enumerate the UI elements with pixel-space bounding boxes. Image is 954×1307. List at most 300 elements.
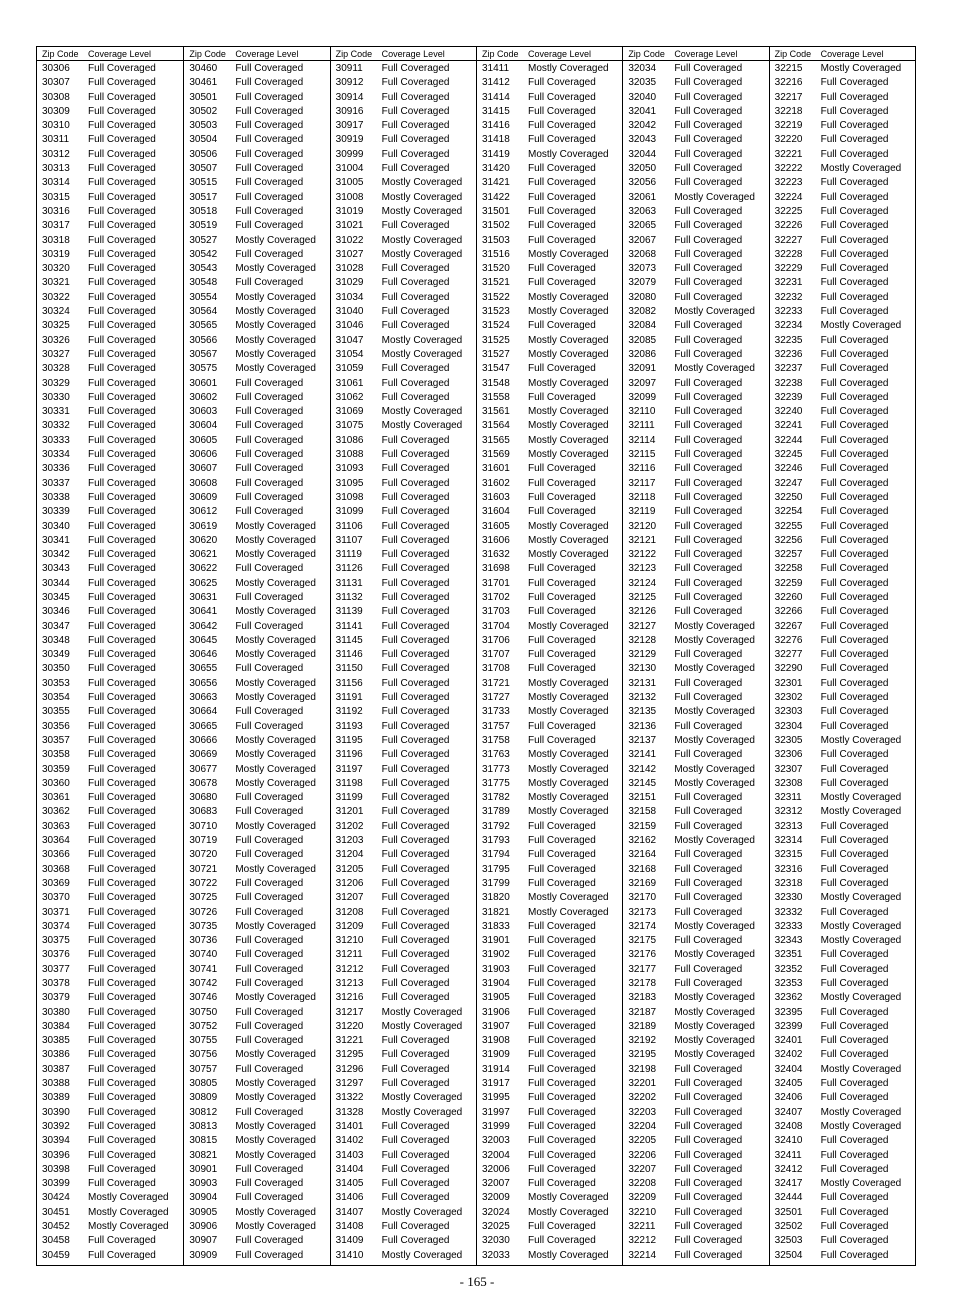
zip-code-cell: 30515: [189, 177, 218, 189]
zip-code-cell: 32009: [481, 1192, 510, 1204]
zip-code-cell: 32405: [774, 1078, 803, 1090]
table-row: [623, 1063, 768, 1077]
zip-code-cell: 30904: [189, 1192, 218, 1204]
coverage-level-cell: Full Coveraged: [88, 677, 156, 689]
table-row: [770, 805, 915, 819]
table-row: [477, 720, 622, 734]
zip-code-cell: 30320: [42, 263, 70, 275]
table-row: [184, 176, 329, 190]
coverage-level-cell: Full Coveraged: [235, 720, 304, 732]
table-row: [770, 677, 915, 691]
coverage-level-cell: Mostly Coveraged: [381, 1092, 463, 1104]
coverage-level-cell: Full Coveraged: [527, 1092, 596, 1104]
table-row: [184, 777, 329, 791]
table-row: [623, 834, 768, 848]
zip-code-cell: 30313: [42, 163, 70, 175]
coverage-level-cell: Mostly Coveraged: [527, 449, 609, 461]
coverage-level-cell: Mostly Coveraged: [527, 348, 609, 360]
zip-code-cell: 31027: [335, 248, 364, 260]
zip-code-cell: 30620: [189, 534, 218, 546]
coverage-level-cell: Full Coveraged: [674, 148, 743, 160]
table-row: [331, 1091, 476, 1105]
zip-code-cell: 31206: [335, 877, 364, 889]
zip-code-cell: 30359: [42, 763, 70, 775]
table-row: [331, 291, 476, 305]
coverage-level-cell: Full Coveraged: [235, 277, 304, 289]
table-row: [184, 577, 329, 591]
zip-code-cell: 32131: [628, 677, 657, 689]
table-row: [770, 176, 915, 190]
table-row: [623, 991, 768, 1005]
table-row: [477, 105, 622, 119]
coverage-level-cell: Full Coveraged: [88, 877, 156, 889]
zip-code-cell: 31792: [481, 820, 510, 832]
zip-code-cell: 30459: [42, 1249, 70, 1261]
coverage-level-cell: Mostly Coveraged: [820, 1106, 902, 1118]
coverage-level-cell: Full Coveraged: [381, 463, 450, 475]
zip-code-cell: 30752: [189, 1020, 218, 1032]
coverage-level-cell: Mostly Coveraged: [674, 1006, 755, 1018]
zip-code-cell: 32065: [628, 220, 657, 232]
coverage-level-cell: Full Coveraged: [235, 205, 304, 217]
coverage-level-cell: Full Coveraged: [820, 777, 889, 789]
zip-code-cell: 30390: [42, 1106, 70, 1118]
zip-code-cell: 30371: [42, 906, 70, 918]
coverage-level-cell: Mostly Coveraged: [820, 892, 902, 904]
coverage-level-cell: Full Coveraged: [381, 835, 450, 847]
zip-code-cell: 30357: [42, 734, 70, 746]
coverage-level-cell: Full Coveraged: [527, 363, 596, 375]
zip-code-cell: 32241: [774, 420, 803, 432]
zip-code-cell: 32216: [774, 77, 803, 89]
zip-code-cell: 31220: [335, 1020, 364, 1032]
coverage-level-cell: Mostly Coveraged: [235, 749, 316, 761]
zip-code-cell: 32084: [628, 320, 657, 332]
table-row: [623, 634, 768, 648]
coverage-level-header: Coverage Level: [674, 49, 738, 59]
table-row: [331, 620, 476, 634]
zip-code-cell: 30917: [335, 120, 364, 132]
coverage-level-cell: Full Coveraged: [674, 591, 743, 603]
table-row: [331, 262, 476, 276]
table-row: [184, 462, 329, 476]
table-row: [623, 562, 768, 576]
table-row: [184, 119, 329, 133]
table-row: [623, 305, 768, 319]
coverage-level-cell: Full Coveraged: [820, 1092, 889, 1104]
zip-code-cell: 30376: [42, 949, 70, 961]
zip-code-cell: 30666: [189, 734, 218, 746]
zip-code-header: Zip Code: [189, 49, 226, 59]
table-row: [623, 620, 768, 634]
coverage-level-cell: Full Coveraged: [527, 205, 596, 217]
table-row: [37, 891, 183, 905]
table-row: [184, 934, 329, 948]
zip-code-cell: 30310: [42, 120, 70, 132]
zip-code-cell: 32132: [628, 692, 657, 704]
coverage-level-cell: Full Coveraged: [381, 949, 450, 961]
table-row: [184, 977, 329, 991]
table-row: [184, 105, 329, 119]
coverage-level-cell: Full Coveraged: [381, 877, 450, 889]
coverage-level-cell: Full Coveraged: [88, 734, 156, 746]
coverage-level-cell: Full Coveraged: [674, 177, 743, 189]
coverage-level-cell: Full Coveraged: [381, 1235, 450, 1247]
table-row: [770, 119, 915, 133]
zip-code-cell: 32159: [628, 820, 657, 832]
table-row: [770, 133, 915, 147]
coverage-level-cell: Full Coveraged: [235, 906, 304, 918]
table-row: [37, 362, 183, 376]
coverage-level-cell: Mostly Coveraged: [527, 806, 609, 818]
coverage-level-cell: Mostly Coveraged: [235, 306, 316, 318]
table-row: [37, 119, 183, 133]
table-row: [37, 1206, 183, 1220]
table-row: [623, 605, 768, 619]
table-row: [184, 620, 329, 634]
table-header: [37, 47, 183, 61]
table-row: [477, 1077, 622, 1091]
coverage-level-cell: Full Coveraged: [235, 1178, 304, 1190]
coverage-level-cell: Full Coveraged: [88, 1149, 156, 1161]
table-panel: [622, 47, 768, 1265]
coverage-level-cell: Full Coveraged: [381, 1049, 450, 1061]
coverage-level-cell: Full Coveraged: [527, 277, 596, 289]
zip-code-cell: 32210: [628, 1206, 657, 1218]
table-row: [623, 963, 768, 977]
zip-code-cell: 31095: [335, 477, 364, 489]
zip-code-cell: 30353: [42, 677, 70, 689]
zip-code-cell: 31099: [335, 506, 364, 518]
zip-code-cell: 32504: [774, 1249, 803, 1261]
coverage-level-cell: Full Coveraged: [820, 449, 889, 461]
table-row: [623, 119, 768, 133]
coverage-level-cell: Mostly Coveraged: [527, 1192, 609, 1204]
coverage-level-cell: Full Coveraged: [88, 520, 156, 532]
table-row: [331, 1177, 476, 1191]
table-row: [37, 105, 183, 119]
coverage-level-cell: Mostly Coveraged: [527, 63, 609, 74]
coverage-level-cell: Full Coveraged: [235, 949, 304, 961]
zip-code-cell: 32406: [774, 1092, 803, 1104]
coverage-level-cell: Full Coveraged: [674, 1221, 743, 1233]
zip-code-cell: 30622: [189, 563, 218, 575]
zip-code-cell: 30348: [42, 634, 70, 646]
coverage-level-cell: Mostly Coveraged: [820, 992, 902, 1004]
table-panel: [769, 47, 915, 1265]
coverage-level-cell: Full Coveraged: [235, 506, 304, 518]
coverage-level-cell: Mostly Coveraged: [820, 163, 902, 175]
table-row: [37, 76, 183, 90]
zip-code-cell: 31703: [481, 606, 510, 618]
coverage-level-cell: Full Coveraged: [88, 892, 156, 904]
table-row: [477, 791, 622, 805]
table-row: [37, 877, 183, 891]
zip-code-cell: 30606: [189, 449, 218, 461]
coverage-level-cell: Full Coveraged: [88, 763, 156, 775]
zip-code-cell: 32217: [774, 91, 803, 103]
zip-code-cell: 30399: [42, 1178, 70, 1190]
zip-code-cell: 32086: [628, 348, 657, 360]
table-row: [184, 334, 329, 348]
coverage-level-cell: Full Coveraged: [235, 1006, 304, 1018]
coverage-level-cell: Mostly Coveraged: [820, 1120, 902, 1132]
table-row: [770, 1077, 915, 1091]
table-row: [770, 620, 915, 634]
coverage-level-cell: Full Coveraged: [88, 820, 156, 832]
coverage-level-cell: Full Coveraged: [674, 577, 743, 589]
table-row: [184, 877, 329, 891]
table-row: [477, 391, 622, 405]
zip-code-cell: 30342: [42, 549, 70, 561]
coverage-level-cell: Full Coveraged: [820, 263, 889, 275]
coverage-level-cell: Full Coveraged: [527, 720, 596, 732]
zip-code-cell: 32333: [774, 920, 803, 932]
coverage-level-cell: Mostly Coveraged: [381, 1006, 463, 1018]
table-row: [331, 234, 476, 248]
coverage-level-cell: Mostly Coveraged: [674, 1020, 755, 1032]
zip-code-cell: 32258: [774, 563, 803, 575]
coverage-level-cell: Full Coveraged: [674, 1078, 743, 1090]
coverage-level-cell: Mostly Coveraged: [88, 1221, 169, 1233]
coverage-level-cell: Full Coveraged: [674, 906, 743, 918]
zip-code-cell: 30308: [42, 91, 70, 103]
zip-code-cell: 31410: [335, 1249, 364, 1261]
zip-code-cell: 32267: [774, 620, 803, 632]
coverage-level-cell: Full Coveraged: [235, 220, 304, 232]
coverage-level-cell: Mostly Coveraged: [527, 406, 609, 418]
zip-code-cell: 32259: [774, 577, 803, 589]
zip-code-cell: 31606: [481, 534, 510, 546]
coverage-level-cell: Full Coveraged: [88, 1049, 156, 1061]
table-row: [770, 505, 915, 519]
zip-code-cell: 32120: [628, 520, 657, 532]
coverage-level-cell: Full Coveraged: [88, 806, 156, 818]
coverage-level-cell: Mostly Coveraged: [235, 1221, 316, 1233]
coverage-level-cell: Mostly Coveraged: [381, 406, 463, 418]
table-row: [331, 591, 476, 605]
table-row: [770, 1106, 915, 1120]
coverage-level-cell: Full Coveraged: [674, 434, 743, 446]
coverage-level-cell: Full Coveraged: [674, 1120, 743, 1132]
zip-code-cell: 30389: [42, 1092, 70, 1104]
table-panel: [330, 47, 476, 1265]
coverage-level-cell: Full Coveraged: [88, 77, 156, 89]
coverage-level-cell: Full Coveraged: [88, 463, 156, 475]
table-row: [37, 920, 183, 934]
table-row: [184, 1206, 329, 1220]
coverage-level-cell: Mostly Coveraged: [235, 992, 316, 1004]
table-row: [331, 791, 476, 805]
coverage-level-cell: Full Coveraged: [820, 363, 889, 375]
coverage-level-cell: Full Coveraged: [820, 434, 889, 446]
zip-code-cell: 32125: [628, 591, 657, 603]
coverage-level-cell: Full Coveraged: [527, 1221, 596, 1233]
zip-code-cell: 31406: [335, 1192, 364, 1204]
table-row: [184, 720, 329, 734]
zip-code-cell: 32137: [628, 734, 657, 746]
zip-code-cell: 30398: [42, 1163, 70, 1175]
zip-code-cell: 30316: [42, 205, 70, 217]
table-row: [477, 234, 622, 248]
table-row: [184, 1034, 329, 1048]
zip-code-cell: 30306: [42, 63, 70, 74]
zip-code-cell: 30999: [335, 148, 364, 160]
zip-code-cell: 31727: [481, 692, 510, 704]
zip-code-cell: 32198: [628, 1063, 657, 1075]
table-row: [37, 677, 183, 691]
coverage-level-cell: Mostly Coveraged: [235, 820, 316, 832]
coverage-level-cell: Full Coveraged: [235, 706, 304, 718]
table-row: [770, 1220, 915, 1234]
zip-code-cell: 30396: [42, 1149, 70, 1161]
coverage-level-cell: Full Coveraged: [820, 649, 889, 661]
zip-code-cell: 31322: [335, 1092, 364, 1104]
zip-code-cell: 30612: [189, 506, 218, 518]
zip-code-cell: 31905: [481, 992, 510, 1004]
table-row: [37, 448, 183, 462]
coverage-level-cell: Full Coveraged: [527, 1106, 596, 1118]
table-row: [184, 1077, 329, 1091]
coverage-level-cell: Full Coveraged: [820, 677, 889, 689]
coverage-level-cell: Full Coveraged: [674, 978, 743, 989]
table-row: [770, 434, 915, 448]
zip-code-cell: 31098: [335, 491, 364, 503]
zip-code-cell: 31062: [335, 391, 364, 403]
coverage-level-cell: Full Coveraged: [88, 777, 156, 789]
coverage-level-cell: Full Coveraged: [674, 935, 743, 947]
table-row: [623, 1163, 768, 1177]
coverage-level-cell: Full Coveraged: [88, 1163, 156, 1175]
coverage-level-cell: Full Coveraged: [674, 506, 743, 518]
table-row: [623, 691, 768, 705]
zip-code-cell: 30564: [189, 306, 218, 318]
coverage-level-cell: Full Coveraged: [88, 1178, 156, 1190]
coverage-level-cell: Full Coveraged: [674, 463, 743, 475]
zip-code-cell: 30565: [189, 320, 218, 332]
coverage-level-cell: Full Coveraged: [235, 77, 304, 89]
coverage-level-cell: Full Coveraged: [381, 1063, 450, 1075]
table-row: [184, 434, 329, 448]
zip-code-cell: 30518: [189, 205, 218, 217]
coverage-level-cell: Full Coveraged: [674, 277, 743, 289]
table-row: [770, 205, 915, 219]
coverage-level-cell: Mostly Coveraged: [527, 1249, 609, 1261]
table-row: [37, 1163, 183, 1177]
coverage-level-cell: Full Coveraged: [674, 520, 743, 532]
coverage-level-cell: Full Coveraged: [820, 420, 889, 432]
zip-code-cell: 31021: [335, 220, 364, 232]
coverage-level-cell: Full Coveraged: [88, 1063, 156, 1075]
coverage-level-cell: Full Coveraged: [88, 863, 156, 875]
coverage-level-cell: Full Coveraged: [820, 849, 889, 861]
coverage-level-cell: Full Coveraged: [527, 191, 596, 203]
table-row: [37, 262, 183, 276]
zip-code-cell: 32158: [628, 806, 657, 818]
table-row: [770, 1249, 915, 1263]
table-row: [770, 1063, 915, 1077]
coverage-level-cell: Full Coveraged: [381, 1192, 450, 1204]
zip-code-cell: 31527: [481, 348, 510, 360]
table-row: [37, 148, 183, 162]
table-row: [184, 1120, 329, 1134]
coverage-level-cell: Full Coveraged: [235, 663, 304, 675]
zip-code-cell: 32411: [774, 1149, 802, 1161]
table-row: [37, 634, 183, 648]
coverage-level-cell: Full Coveraged: [527, 1178, 596, 1190]
coverage-level-cell: Full Coveraged: [88, 191, 156, 203]
table-panel: [37, 47, 183, 1265]
table-row: [477, 1006, 622, 1020]
table-row: [477, 520, 622, 534]
zip-code-cell: 32302: [774, 692, 803, 704]
coverage-level-cell: Full Coveraged: [674, 234, 743, 246]
table-row: [623, 977, 768, 991]
table-row: [770, 520, 915, 534]
coverage-level-cell: Mostly Coveraged: [527, 549, 609, 561]
zip-code-cell: 31794: [481, 849, 510, 861]
zip-code-cell: 32212: [628, 1235, 657, 1247]
zip-code-cell: 32205: [628, 1135, 657, 1147]
coverage-level-cell: Full Coveraged: [674, 963, 743, 975]
zip-code-cell: 31295: [335, 1049, 364, 1061]
zip-code-cell: 31119: [335, 549, 362, 561]
zip-code-cell: 32007: [481, 1178, 510, 1190]
zip-code-cell: 31191: [335, 692, 363, 704]
zip-code-cell: 30669: [189, 749, 218, 761]
coverage-level-cell: Mostly Coveraged: [381, 234, 463, 246]
coverage-level-cell: Full Coveraged: [235, 406, 304, 418]
zip-code-cell: 30631: [189, 591, 218, 603]
coverage-level-cell: Full Coveraged: [381, 763, 450, 775]
zip-code-cell: 32311: [774, 792, 802, 804]
zip-code-cell: 30813: [189, 1120, 218, 1132]
zip-code-cell: 31150: [335, 663, 363, 675]
table-row: [623, 76, 768, 90]
table-row: [331, 662, 476, 676]
table-row: [331, 434, 476, 448]
table-row: [331, 805, 476, 819]
zip-code-cell: 30680: [189, 792, 218, 804]
zip-code-cell: 30601: [189, 377, 218, 389]
zip-code-cell: 32110: [628, 406, 656, 418]
table-row: [331, 219, 476, 233]
coverage-level-cell: Mostly Coveraged: [527, 334, 609, 346]
coverage-level-cell: Full Coveraged: [235, 1192, 304, 1204]
zip-code-cell: 32318: [774, 877, 803, 889]
coverage-level-cell: Full Coveraged: [88, 1249, 156, 1261]
coverage-level-cell: Full Coveraged: [527, 105, 596, 117]
zip-code-cell: 32030: [481, 1235, 510, 1247]
coverage-level-cell: Full Coveraged: [88, 1092, 156, 1104]
table-row: [477, 991, 622, 1005]
coverage-level-cell: Mostly Coveraged: [674, 306, 755, 318]
zip-code-cell: 32124: [628, 577, 657, 589]
table-row: [770, 1006, 915, 1020]
table-row: [770, 419, 915, 433]
zip-code-cell: 31411: [481, 63, 510, 74]
zip-code-cell: 30358: [42, 749, 70, 761]
zip-code-cell: 32314: [774, 835, 803, 847]
zip-code-cell: 32111: [628, 420, 655, 432]
zip-code-cell: 32121: [628, 534, 657, 546]
table-row: [331, 734, 476, 748]
zip-code-cell: 30460: [189, 63, 218, 74]
table-row: [770, 662, 915, 676]
coverage-level-cell: Full Coveraged: [235, 191, 304, 203]
coverage-level-cell: Full Coveraged: [235, 377, 304, 389]
table-row: [770, 948, 915, 962]
